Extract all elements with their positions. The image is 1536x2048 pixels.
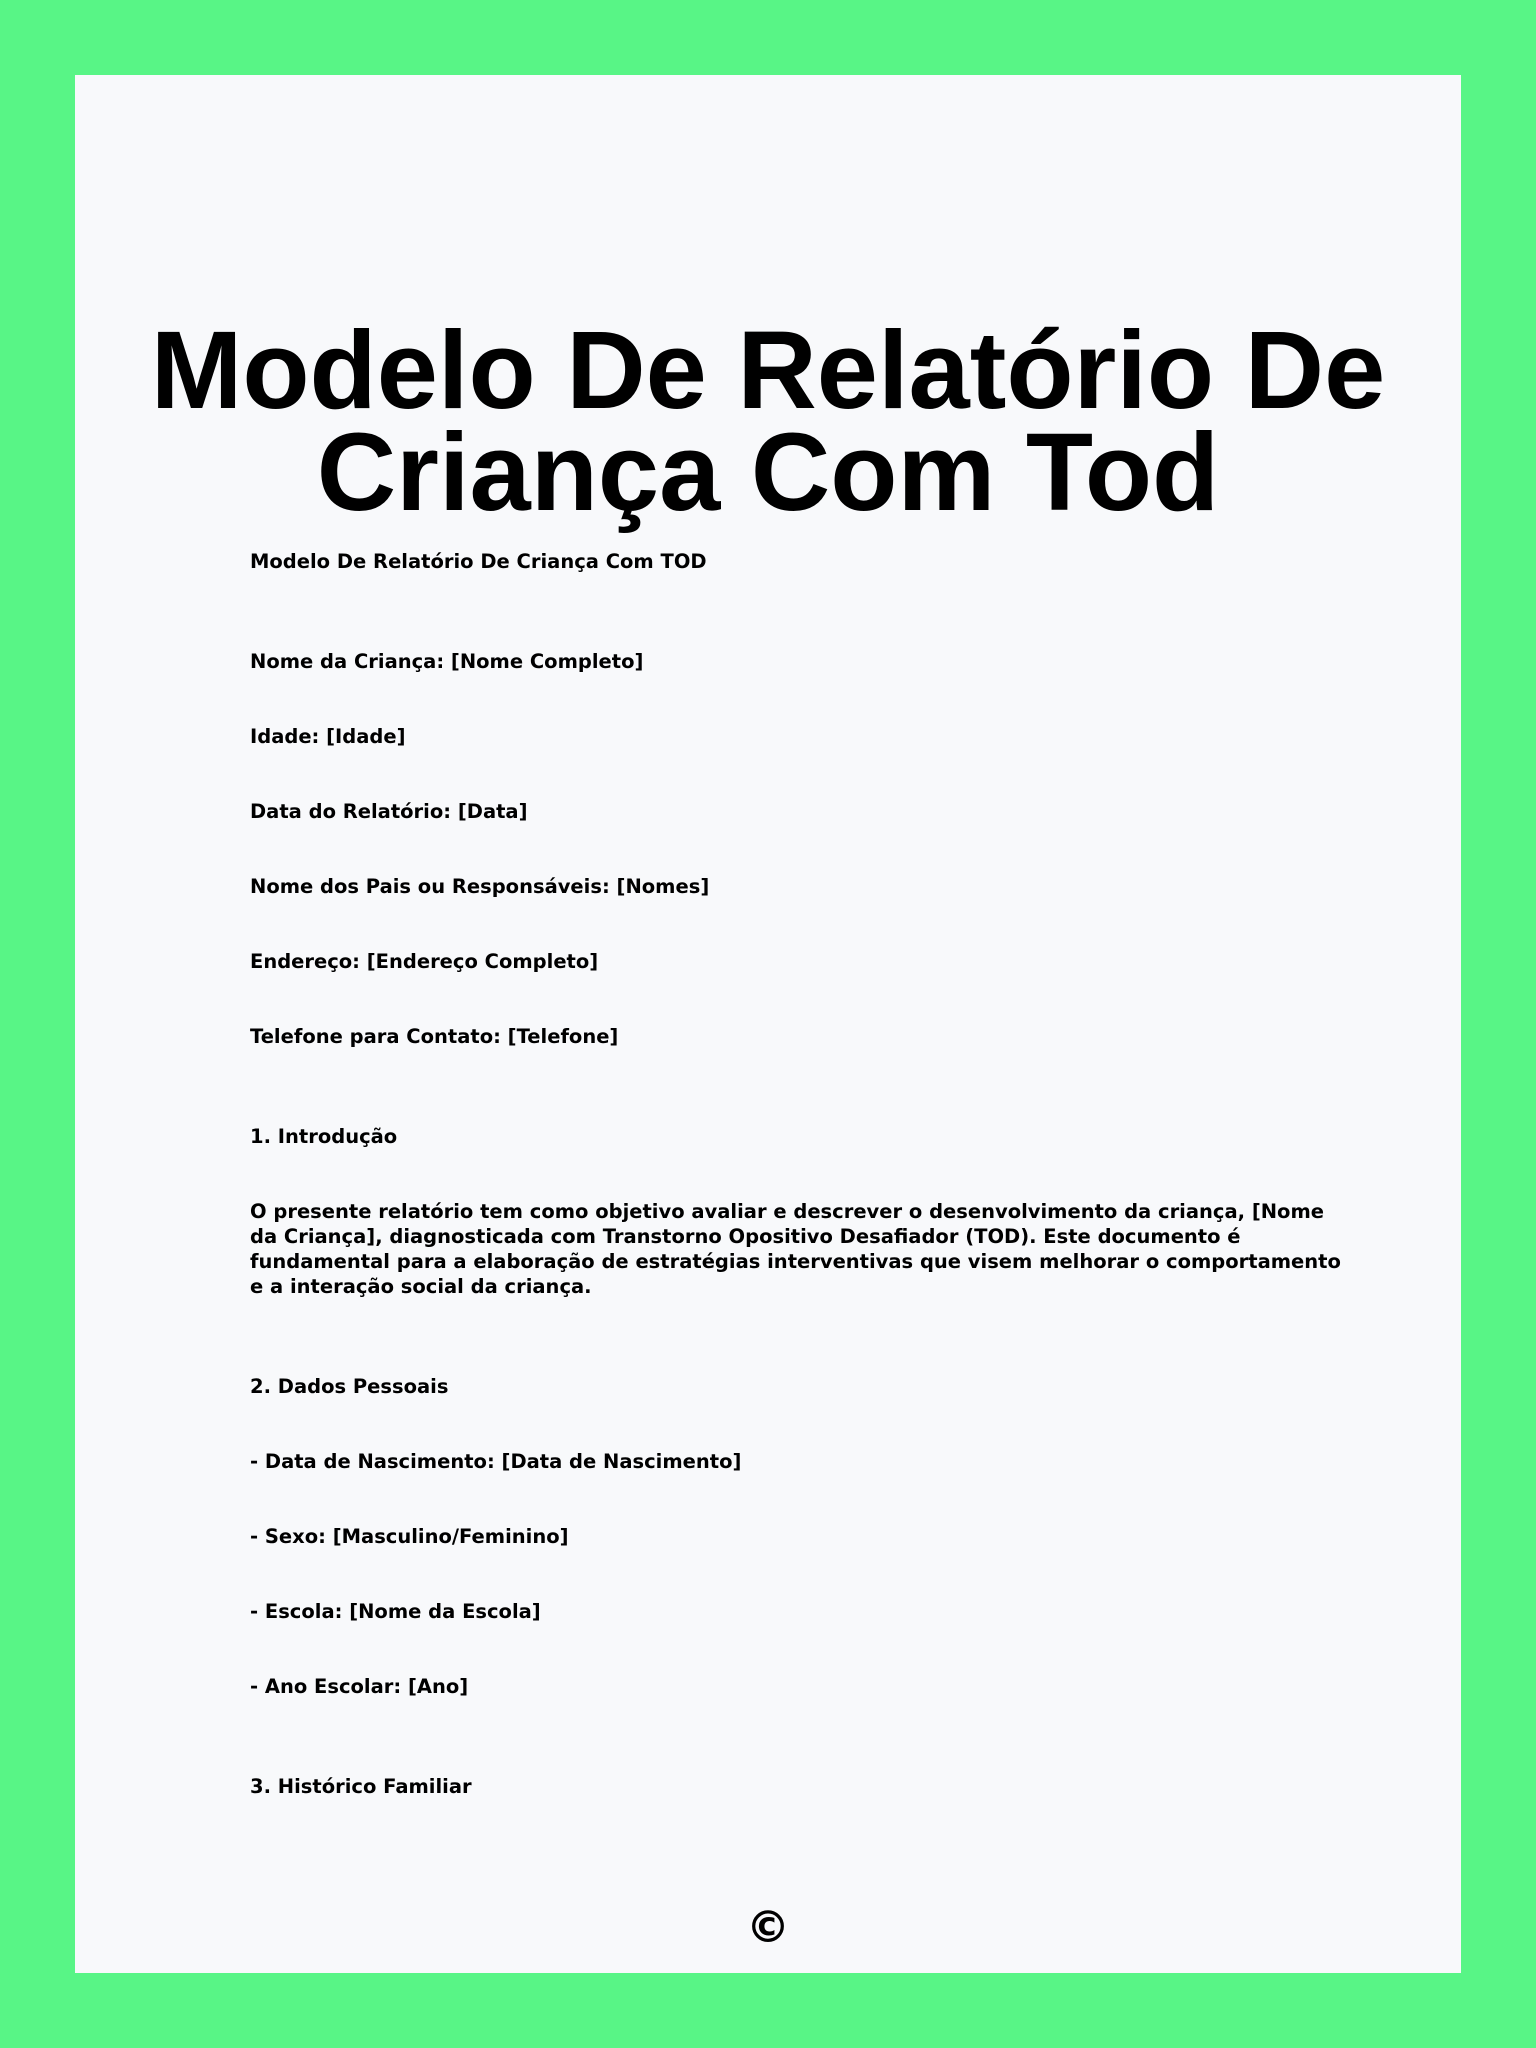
section-heading-personal-data: 2. Dados Pessoais <box>250 1375 449 1398</box>
list-item-birth-date: - Data de Nascimento: [Data de Nascimento] <box>250 1450 742 1473</box>
field-address: Endereço: [Endereço Completo] <box>250 950 599 973</box>
field-parents: Nome dos Pais ou Responsáveis: [Nomes] <box>250 875 710 898</box>
section-heading-family-history: 3. Histórico Familiar <box>250 1775 472 1798</box>
list-item-school-year: - Ano Escolar: [Ano] <box>250 1675 469 1698</box>
copyright-icon: © <box>746 1902 790 1953</box>
list-item-school: - Escola: [Nome da Escola] <box>250 1600 541 1623</box>
field-child-name: Nome da Criança: [Nome Completo] <box>250 650 644 673</box>
field-age: Idade: [Idade] <box>250 725 406 748</box>
document-heading: Modelo De Relatório De Criança Com TOD <box>250 550 707 573</box>
section-heading-introduction: 1. Introdução <box>250 1125 398 1148</box>
introduction-paragraph: O presente relatório tem como objetivo avaliar e descrever o desenvolvimento da criança, [Nome da Criança], diagnosticada com Transtorno Opositivo Desafiador (TOD). Este documento é fundamental para a elaboração de estratégias interventivas que visem melhorar o comportamento e a interação social da criança. <box>250 1200 1341 1298</box>
field-report-date: Data do Relatório: [Data] <box>250 800 528 823</box>
document-page <box>75 75 1461 1973</box>
page-title: Modelo De Relatório De Criança Com Tod <box>150 309 1386 534</box>
list-item-sex: - Sexo: [Masculino/Feminino] <box>250 1525 569 1548</box>
field-phone: Telefone para Contato: [Telefone] <box>250 1025 619 1048</box>
